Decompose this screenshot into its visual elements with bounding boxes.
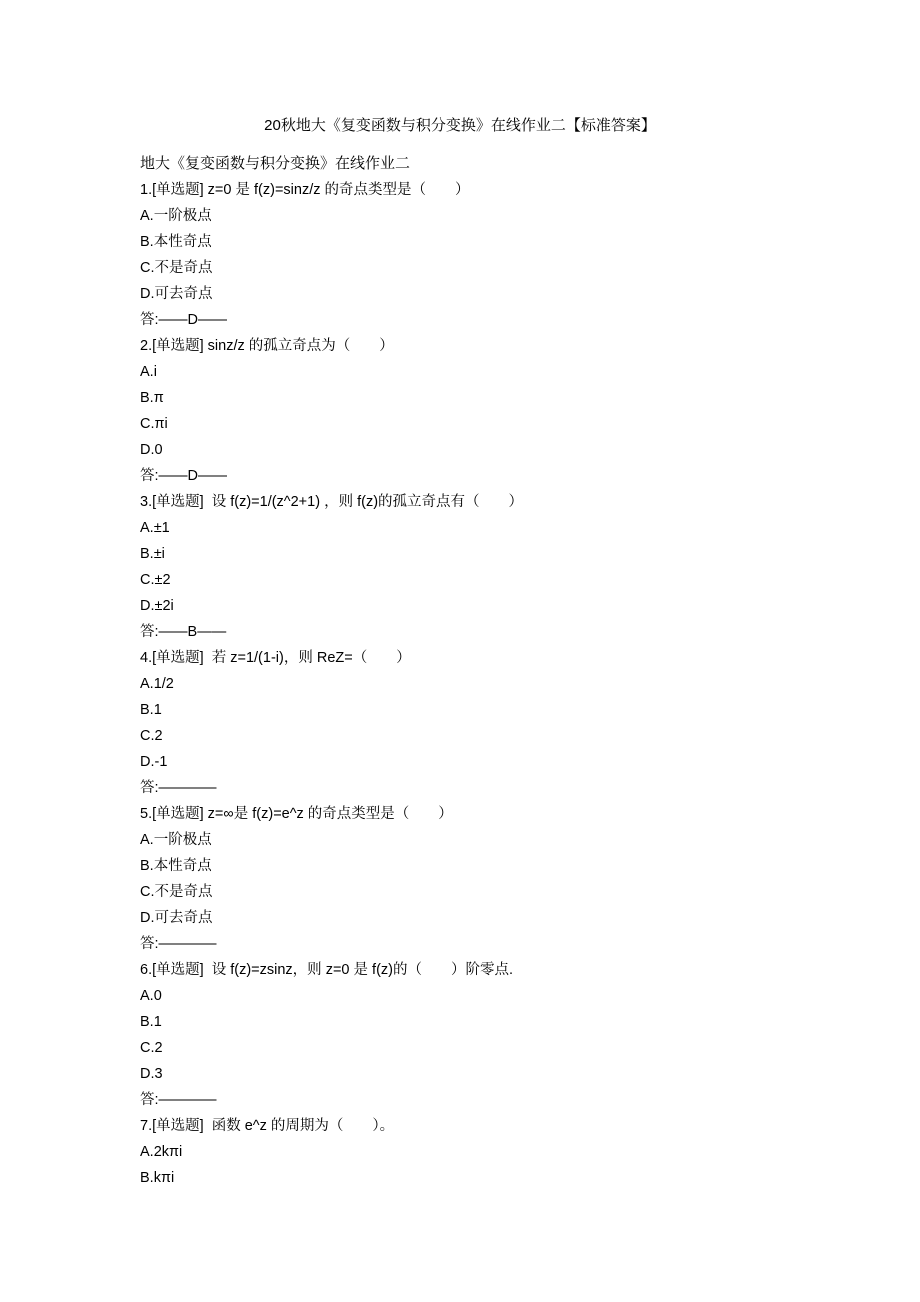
question-stem: 4.[单选题] 若 z=1/(1-i)，则 ReZ=（ ） <box>140 650 411 666</box>
question-stem: 7.[单选题] 函数 e^z 的周期为（ ）。 <box>140 1118 395 1134</box>
question-4 <box>140 645 820 801</box>
option-b: B.本性奇点 <box>140 858 212 874</box>
answer-line: 答:——B—— <box>140 624 227 640</box>
option-b: B.本性奇点 <box>140 234 212 250</box>
option-b: B.1 <box>140 1014 162 1030</box>
option-c: C.πi <box>140 416 168 432</box>
option-d: D.0 <box>140 442 163 458</box>
option-c: C.2 <box>140 728 163 744</box>
question-stem: 3.[单选题] 设 f(z)=1/(z^2+1) ，则 f(z)的孤立奇点有（ ） <box>140 494 524 510</box>
option-c: C.±2 <box>140 572 171 588</box>
option-a: A.2kπi <box>140 1144 183 1160</box>
option-c: C.2 <box>140 1040 163 1056</box>
option-a: A.一阶极点 <box>140 208 212 224</box>
page-title: 20秋地大《复变函数与积分变换》在线作业二【标准答案】 <box>264 117 656 134</box>
question-3 <box>140 489 820 645</box>
question-6 <box>140 957 820 1113</box>
question-2 <box>140 333 820 489</box>
document-subtitle: 地大《复变函数与积分变换》在线作业二 <box>140 155 411 172</box>
option-d: D.3 <box>140 1066 163 1082</box>
document-body <box>140 151 820 1191</box>
option-a: A.i <box>140 364 157 380</box>
question-stem: 6.[单选题] 设 f(z)=zsinz，则 z=0 是 f(z)的（ ）阶零点. <box>140 962 514 978</box>
option-b: B.±i <box>140 546 165 562</box>
question-stem: 2.[单选题] sinz/z 的孤立奇点为（ ） <box>140 338 394 354</box>
question-5 <box>140 801 820 957</box>
option-c: C.不是奇点 <box>140 260 213 276</box>
answer-line: 答:———— <box>140 936 217 952</box>
question-stem: 5.[单选题] z=∞是 f(z)=e^z 的奇点类型是（ ） <box>140 806 453 822</box>
answer-line: 答:———— <box>140 1092 217 1108</box>
option-b: B.kπi <box>140 1170 175 1186</box>
answer-line: 答:——D—— <box>140 468 227 484</box>
option-d: D.可去奇点 <box>140 286 213 302</box>
option-a: A.一阶极点 <box>140 832 212 848</box>
option-d: D.可去奇点 <box>140 910 213 926</box>
question-1 <box>140 177 820 333</box>
option-b: B.1 <box>140 702 162 718</box>
option-b: B.π <box>140 390 164 406</box>
question-stem: 1.[单选题] z=0 是 f(z)=sinz/z 的奇点类型是（ ） <box>140 182 470 198</box>
option-a: A.1/2 <box>140 676 174 692</box>
answer-line: 答:——D—— <box>140 312 227 328</box>
option-d: D.±2i <box>140 598 174 614</box>
option-d: D.-1 <box>140 754 168 770</box>
option-c: C.不是奇点 <box>140 884 213 900</box>
question-7 <box>140 1113 820 1191</box>
answer-line: 答:———— <box>140 780 217 796</box>
option-a: A.0 <box>140 988 162 1004</box>
option-a: A.±1 <box>140 520 170 536</box>
